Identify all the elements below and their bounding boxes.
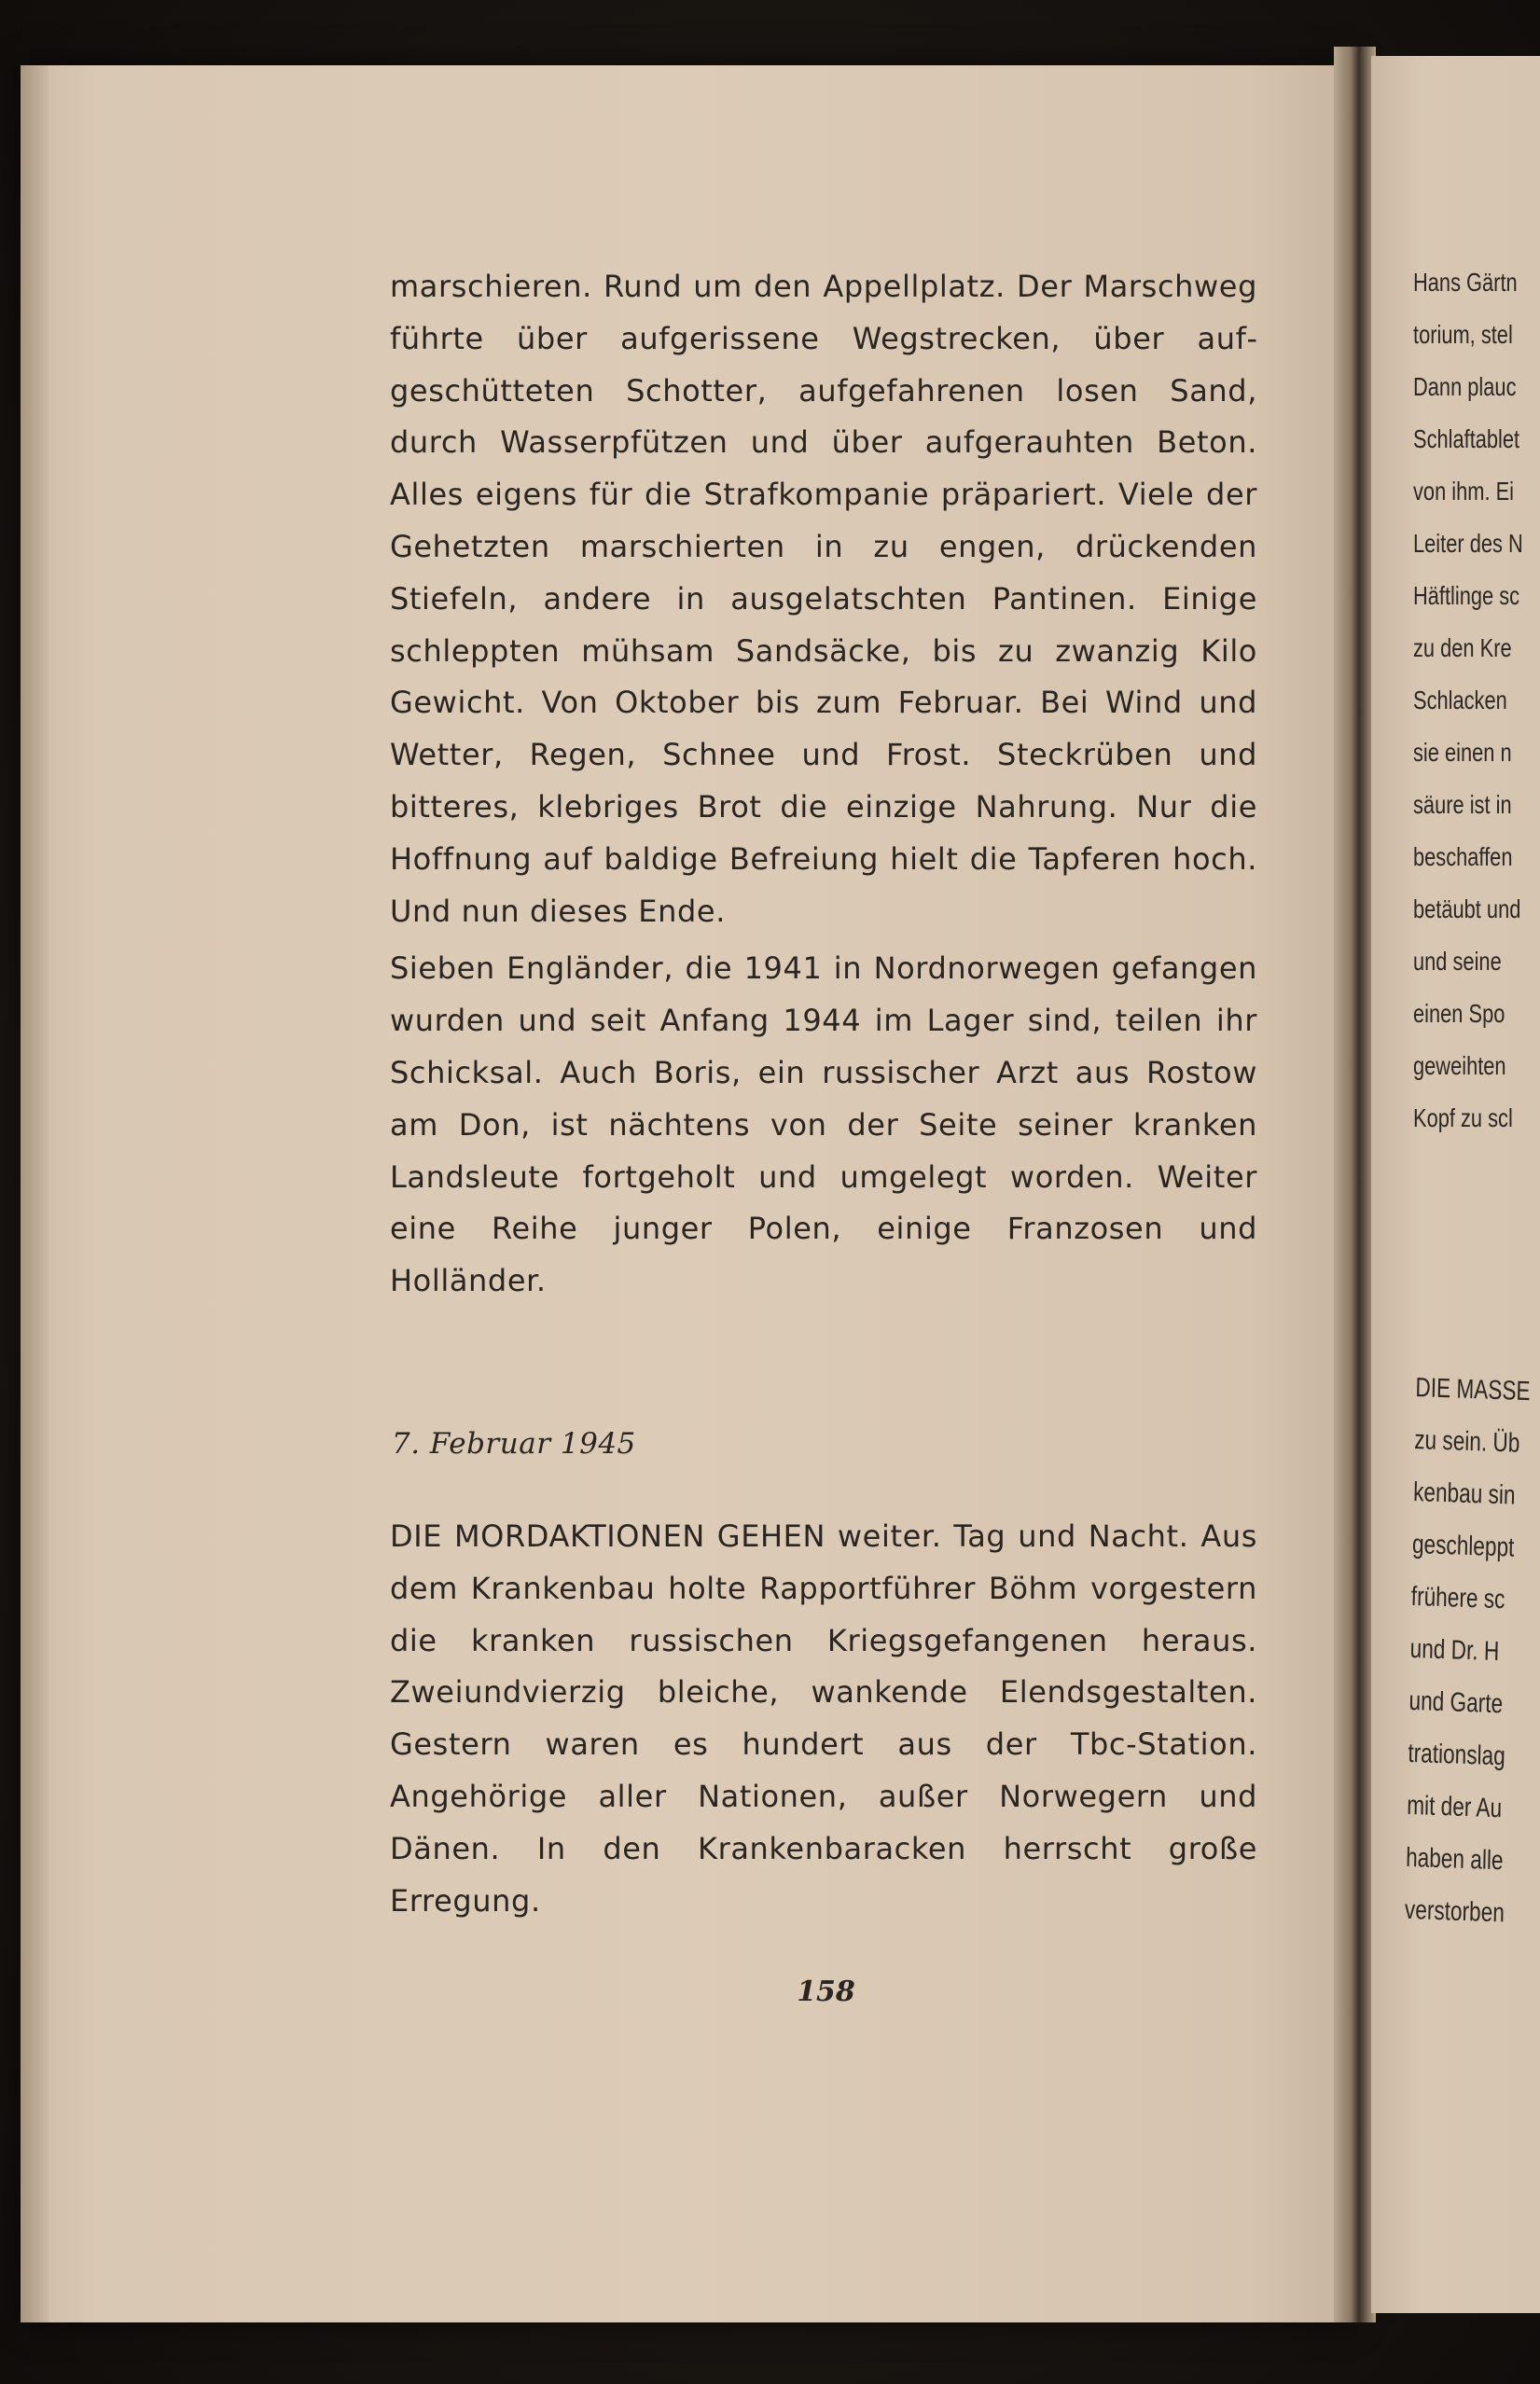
right-page-top-line: torium, stel [1413, 320, 1513, 349]
right-page-top-line: Schlaftablet [1413, 424, 1520, 453]
date-heading: 7. Februar 1945 [392, 1427, 636, 1461]
right-page-bottom-line: kenbau sin [1412, 1476, 1516, 1511]
section-text [390, 1511, 1257, 1927]
right-page-top-line: Häftlinge sc [1413, 581, 1520, 610]
right-page-top-line: säure ist in [1413, 790, 1512, 819]
right-page-bottom-line: frühere sc [1410, 1581, 1505, 1615]
right-page-top-line: geweihten [1413, 1051, 1506, 1080]
paragraph-1: marschieren. Rund um den Appellplatz. Der Marschweg führte über aufgerissene Wegstrecken, über aufgeschütteten Schotter, aufgefahrenen losen Sand, durch Wasserpfützen und über aufgerauhten Beton. Alles eigens für die Strafkompanie präpariert. Viele der Gehetzten marschierten in zu engen, drückenden Stiefeln, andere in ausgelatschten Pantinen. Einige schleppten mühsam Sandsäcke, bis zu zwanzig Kilo Gewicht. Von Oktober bis zum Februar. Bei Wind und Wetter, Regen, Schnee und Frost. Steckrüben und bitteres, klebriges Brot die einzige Nahrung. Nur die Hoffnung auf baldige Befreiung hielt die Tapferen hoch. Und nun dieses Ende. [390, 269, 1257, 929]
paragraph-2: Sieben Engländer, die 1941 in Nordnorwegen gefangen wurden und seit Anfang 1944 im Lager sind, teilen ihr Schicksal. Auch Boris, ein russischer Arzt aus Rostow am Don, ist nächtens von der Seite seiner kranken Landsleute fortgeholt und umgelegt worden. Weiter eine Reihe junger Polen, einige Franzosen und Holländer. [390, 950, 1257, 1299]
right-page-top-line: und seine [1413, 947, 1502, 976]
right-page-text-bottom [1404, 1362, 1531, 1939]
right-page-top-line: betäubt und [1413, 894, 1521, 923]
right-page-top-line: sie einen n [1413, 738, 1512, 767]
paragraph-3: DIE MORDAKTIONEN GEHEN weiter. Tag und Nacht. Aus dem Krankenbau holte Rapportführer Böhm vorgestern die kranken russischen Kriegsgefangenen heraus. Zweiundvierzig bleiche, wankende Elendsgestalten. Gestern waren es hundert aus der Tbc-Station. Angehörige aller Nationen, außer Norwegern und Dänen. In den Krankenbaracken herrscht große Erregung. [390, 1518, 1257, 1919]
right-page-top-line: Schlacken [1413, 686, 1507, 714]
right-page-bottom-line: verstorben [1404, 1894, 1505, 1929]
main-text [390, 261, 1257, 1308]
right-page-text-top [1413, 256, 1523, 1144]
right-page-top-line: Dann plauc [1413, 372, 1517, 401]
right-page-bottom-line: und Garte [1408, 1685, 1504, 1720]
right-page-bottom-line: haben alle [1405, 1842, 1504, 1877]
right-page-bottom-line: trationslag [1408, 1738, 1506, 1772]
right-page-top-line: Kopf zu scl [1413, 1103, 1513, 1132]
right-page-top-line: Hans Gärtn [1413, 268, 1518, 297]
right-page-bottom-line: mit der Au [1406, 1790, 1503, 1824]
right-page-top-line: einen Spo [1413, 999, 1505, 1028]
right-page-bottom-line: geschleppt [1411, 1529, 1515, 1563]
right-page-top-line: zu den Kre [1413, 633, 1512, 662]
right-page-top-line: Leiter des N [1413, 529, 1523, 558]
right-page-bottom-line: und Dr. H [1409, 1633, 1500, 1668]
page-number: 158 [797, 1975, 855, 2008]
right-page-bottom-line: DIE MASSE [1415, 1372, 1531, 1407]
right-page-bottom-line: zu sein. Üb [1413, 1424, 1520, 1459]
right-page-top-line: beschaffen [1413, 842, 1513, 871]
right-page-top-line: von ihm. Ei [1413, 477, 1515, 506]
